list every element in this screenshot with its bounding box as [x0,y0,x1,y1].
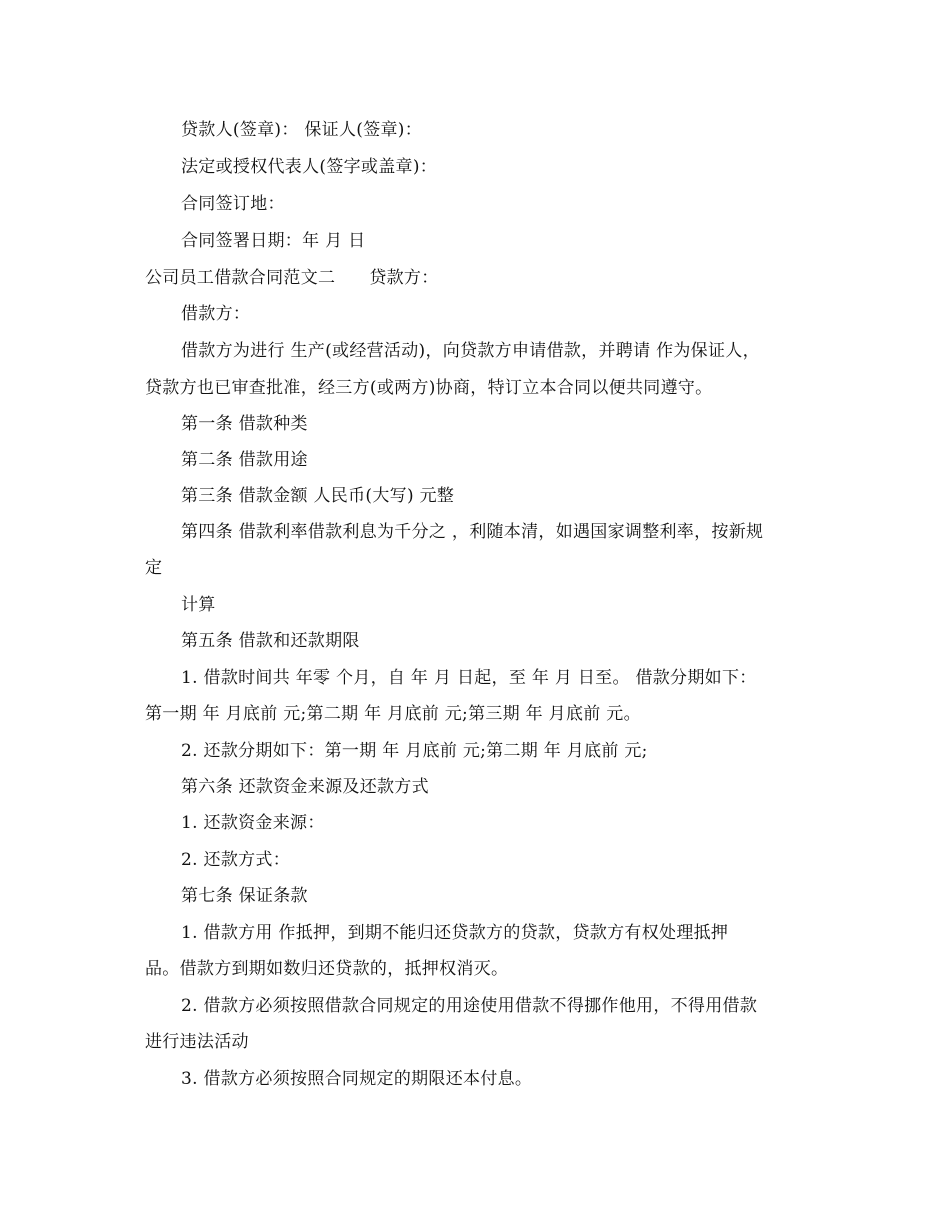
article-7-item-3: 3. 借款方必须按照合同规定的期限还本付息。 [181,1069,533,1089]
article-5-item-1-line-2: 第一期 年 月底前 元;第二期 年 月底前 元;第三期 年 月底前 元。 [145,704,641,724]
lender-label: 贷款方： [369,268,439,288]
article-2: 第二条 借款用途 [181,450,308,470]
section-title: 公司员工借款合同范文二 [145,268,336,288]
signature-lender-guarantor: 贷款人(签章)： 保证人(签章)： [181,120,423,140]
article-7-item-1-line-1: 1. 借款方用 作抵押，到期不能归还贷款方的贷款，贷款方有权处理抵押 [181,923,729,943]
article-5-item-2: 2. 还款分期如下：第一期 年 月底前 元;第二期 年 月底前 元; [181,741,648,761]
article-3: 第三条 借款金额 人民币(大写) 元整 [181,486,455,506]
article-6-item-2: 2. 还款方式： [181,850,291,870]
article-5: 第五条 借款和还款期限 [181,631,360,651]
article-6-item-1: 1. 还款资金来源： [181,813,325,833]
article-7-item-2-line-1: 2. 借款方必须按照借款合同规定的用途使用借款不得挪作他用，不得用借款 [181,996,758,1016]
article-7-item-1-line-2: 品。借款方到期如数归还贷款的，抵押权消灭。 [145,959,509,979]
article-5-item-1-line-1: 1. 借款时间共 年零 个月，自 年 月 日起，至 年 月 日至。 借款分期如下： [181,668,757,688]
article-6: 第六条 还款资金来源及还款方式 [181,777,429,797]
article-7-item-2-line-2: 进行违法活动 [145,1032,249,1052]
signature-representative: 法定或授权代表人(签字或盖章)： [181,157,438,177]
article-4-line-1: 第四条 借款利率借款利息为千分之 ，利随本清，如遇国家调整利率，按新规 [181,522,764,542]
article-4-line-2: 定 [145,558,163,578]
section-title-line [145,267,439,289]
contract-signing-date: 合同签署日期：年 月 日 [181,231,366,251]
article-7: 第七条 保证条款 [181,886,308,906]
contract-signing-place: 合同签订地： [181,194,285,214]
borrower-label: 借款方： [181,304,251,324]
preamble-line-1: 借款方为进行 生产(或经营活动)，向贷款方申请借款，并聘请 作为保证人， [181,341,760,361]
article-4-line-3: 计算 [181,595,216,615]
article-1: 第一条 借款种类 [181,414,308,434]
preamble-line-2: 贷款方也已审查批准，经三方(或两方)协商，特订立本合同以便共同遵守。 [145,378,713,398]
